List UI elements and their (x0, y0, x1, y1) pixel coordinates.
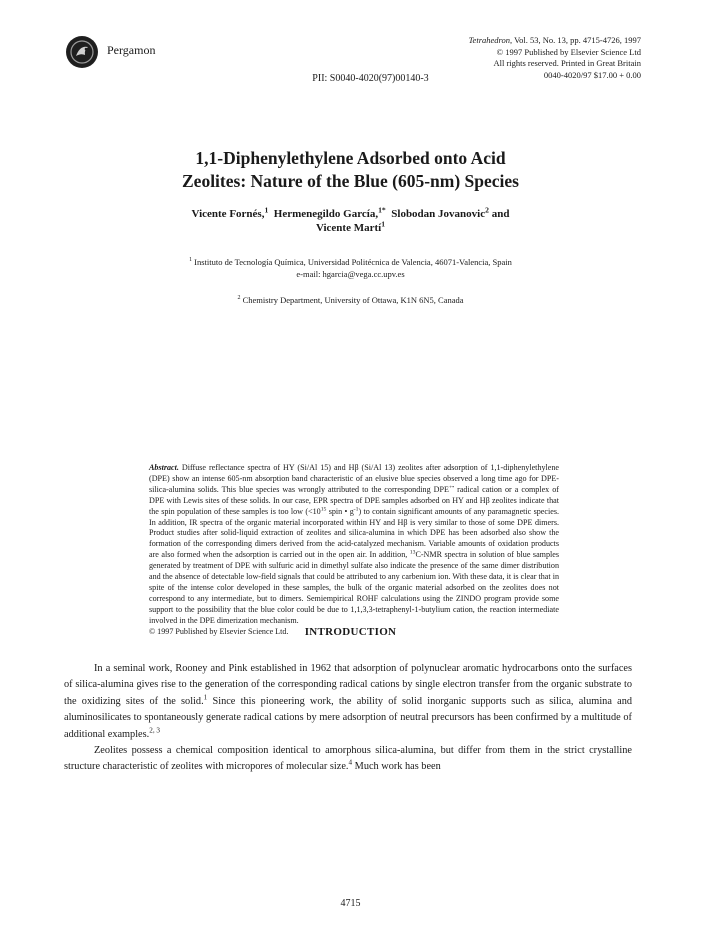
corresponding-email: e-mail: hgarcia@vega.cc.upv.es (296, 268, 405, 279)
abstract (149, 463, 559, 638)
journal-price: 0040-4020/97 $17.00 + 0.00 (543, 69, 641, 80)
journal-name: Tetrahedron (468, 35, 511, 45)
journal-rights: All rights reserved. Printed in Great Britain (493, 58, 641, 68)
author-list: Vicente Fornés,$^1$ Hermenegildo García,$^{1*}$ Slobodan Jovanovic$^2$ and Vicente Martí$^1$ (191, 205, 510, 234)
paragraph: Zeolites possess a chemical composition identical to amorphous silica-alumina, but differ from them in the strict crystalline structure characteristic of zeolites with micropores of molecular size.$^4$ Much work has been (64, 745, 632, 773)
author-1: Vicente Fornés, (191, 208, 265, 220)
pii-line: PII: S0040-4020(97)00140-3 (312, 73, 429, 84)
journal-citation: Tetrahedron, Vol. 53, No. 13, pp. 4715-4726, 1997 (468, 35, 641, 45)
paper-title (0, 147, 701, 193)
paragraph: In a seminal work, Rooney and Pink established in 1962 that adsorption of polynuclear aromatic hydrocarbons onto the surfaces of silica-alumina gives rise to the generation of the corresponding radical cations by single electron transfer from the organic substrate to the oxidizing sites of the solid.$^1$ Since this pioneering work, the ability of solid inorganic supports such as silica, alumina and aluminosilicates to spontaneously generate radical cations by mere adsorption of neutral precursors has been confirmed by a multitude of additional examples.$^{2, 3}$ (64, 663, 632, 740)
affiliation-2: $^2$ Chemistry Department, University of Ottawa, K1N 6N5, Canada (237, 295, 464, 305)
pergamon-logo-icon (66, 36, 98, 68)
abstract-body: Abstract. Diffuse reflectance spectra of HY (Si/Al 15) and Hβ (Si/Al 13) zeolites after adsorption of 1,1-diphenylethylene (DPE) show an intense 605-nm absorption band characteristic of an elusive blue species observed a long time ago for DPE-silica-alumina solids. This blue species was wrongly attributed to the corresponding DPE+• radical cation or a complex of DPE with Lewis sites of these solids. In our case, EPR spectra of DPE samples adsorbed on HY and Hβ zeolites indicate that the spin population of these samples is too low ($<10^{15}$ spin • $g^{-1}$) to contain significant amounts of any paramagnetic species. In addition, IR spectra of the organic material incorporated within HY and Hβ is very similar to those of some DPE dimers. Product studies after solid-liquid extraction of zeolites and silica-alumina in which DPE has been adsorbed also show the formation of the corresponding dimers derived from the acid-catalyzed mechanism. Variable amounts of oxidation products are also formed when the adsorption is carried out in the open air. In addition, $^{13}$C-NMR spectra in solution of blue samples generated by treatment of DPE with sulfuric acid in dimethyl sulfate also indicate the presence of the same dimer distribution and the absence of detectable low-field signals that could be attributed to any carbenium ion. With these data, it is clear that in spite of the intense color developed in these samples, the bulk of the organic material adsorbed on the zeolites does not correspond to any intermediate, but to dimers. Semiempirical ROHF calculations using the ZINDO program provide some support to the possibility that the blue color could be due to 1,1,3,3-tetraphenyl-1-butylium cation, the reaction intermediate involved in the DPE dimerization mechanism. (149, 463, 559, 625)
introduction-body (64, 661, 632, 776)
publisher-name: Pergamon (107, 43, 156, 57)
affiliation-1: $^1$ Instituto de Tecnología Química, Universidad Politécnica de Valencia, 46071-Valencia, Spain e-mail: hgarcia@vega.cc.upv.es (0, 257, 701, 280)
page-number: 4715 (340, 898, 361, 909)
abstract-label: Abstract. (149, 463, 179, 472)
abstract-copyright: © 1997 Published by Elsevier Science Ltd. (149, 626, 289, 636)
title-line-1: 1,1-Diphenylethylene Adsorbed onto Acid (195, 148, 506, 168)
title-line-2: Zeolites: Nature of the Blue (605-nm) Species (182, 171, 519, 191)
author-2: Hermenegildo García, (273, 208, 379, 220)
section-heading-introduction: INTRODUCTION (304, 626, 397, 638)
author-3: Slobodan Jovanovic (391, 208, 486, 220)
journal-copyright: © 1997 Published by Elsevier Science Ltd (496, 46, 641, 57)
author-4: Vicente Martí (315, 222, 382, 234)
